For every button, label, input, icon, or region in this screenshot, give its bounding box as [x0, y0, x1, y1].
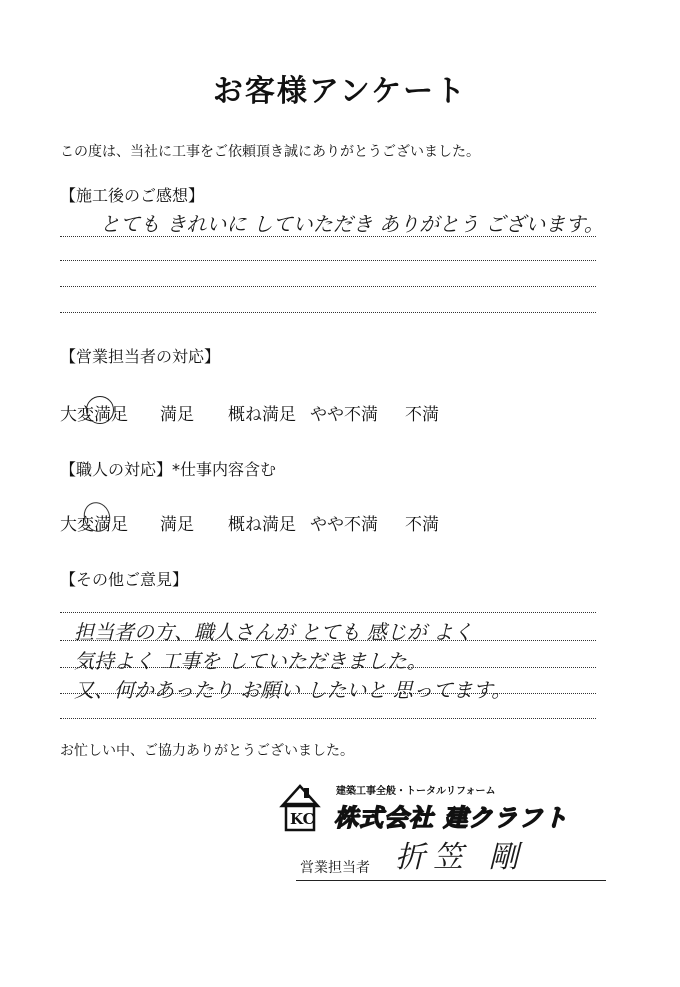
company-logo — [278, 776, 578, 836]
sales-option-satisfied[interactable]: 満足 — [160, 405, 194, 425]
other-comment-line: 担当者の方、職人さんが とても 感じが よく — [74, 620, 474, 644]
answer-rule — [60, 286, 596, 287]
craftsman-option-mostly-satisfied[interactable]: 概ね満足 — [228, 515, 296, 535]
sales-rating — [60, 400, 600, 430]
craftsman-option-somewhat-dissatisfied[interactable]: やや不満 — [310, 515, 378, 535]
closing-text: お忙しい中、ご協力ありがとうございました。 — [60, 743, 354, 759]
signature-line — [296, 880, 606, 881]
impression-heading: 【施工後のご感想】 — [60, 186, 205, 205]
logo-mark: KC — [290, 810, 315, 828]
impression-answer: とても きれいに していただき ありがとう ございます。 — [100, 212, 604, 236]
staff-signature: 折笠 剛 — [395, 840, 527, 875]
craftsman-option-very-satisfied[interactable]: 大変満足 — [60, 515, 128, 535]
craftsman-heading: 【職人の対応】*仕事内容含む — [60, 460, 277, 479]
company-tagline: 建築工事全般・トータルリフォーム — [336, 786, 496, 797]
craftsman-rating — [60, 510, 600, 540]
selection-circle-mark — [86, 396, 114, 424]
other-comment-line: 又、何かあったり お願い したいと 思ってます。 — [74, 678, 512, 702]
answer-rule — [60, 640, 596, 641]
company-name: 株式会社 建クラフト — [334, 804, 569, 832]
answer-rule — [60, 667, 596, 668]
sales-heading: 【営業担当者の対応】 — [60, 347, 221, 366]
craftsman-option-dissatisfied[interactable]: 不満 — [405, 515, 439, 535]
intro-text: この度は、当社に工事をご依頼頂き誠にありがとうございました。 — [60, 144, 480, 160]
sales-option-very-satisfied[interactable]: 大変満足 — [60, 405, 128, 425]
answer-rule — [60, 693, 596, 694]
answer-rule — [60, 236, 596, 237]
answer-rule — [60, 260, 596, 261]
sales-option-dissatisfied[interactable]: 不満 — [405, 405, 439, 425]
page-title: お客様アンケート — [212, 74, 468, 109]
other-comment-line: 気持よく 工事を していただきました。 — [74, 649, 427, 673]
craftsman-option-satisfied[interactable]: 満足 — [160, 515, 194, 535]
staff-label: 営業担当者 — [300, 860, 370, 876]
other-heading: 【その他ご意見】 — [60, 570, 189, 589]
answer-rule — [60, 312, 596, 313]
sales-option-somewhat-dissatisfied[interactable]: やや不満 — [310, 405, 378, 425]
sales-option-mostly-satisfied[interactable]: 概ね満足 — [228, 405, 296, 425]
answer-rule — [60, 718, 596, 719]
answer-rule — [60, 612, 596, 613]
